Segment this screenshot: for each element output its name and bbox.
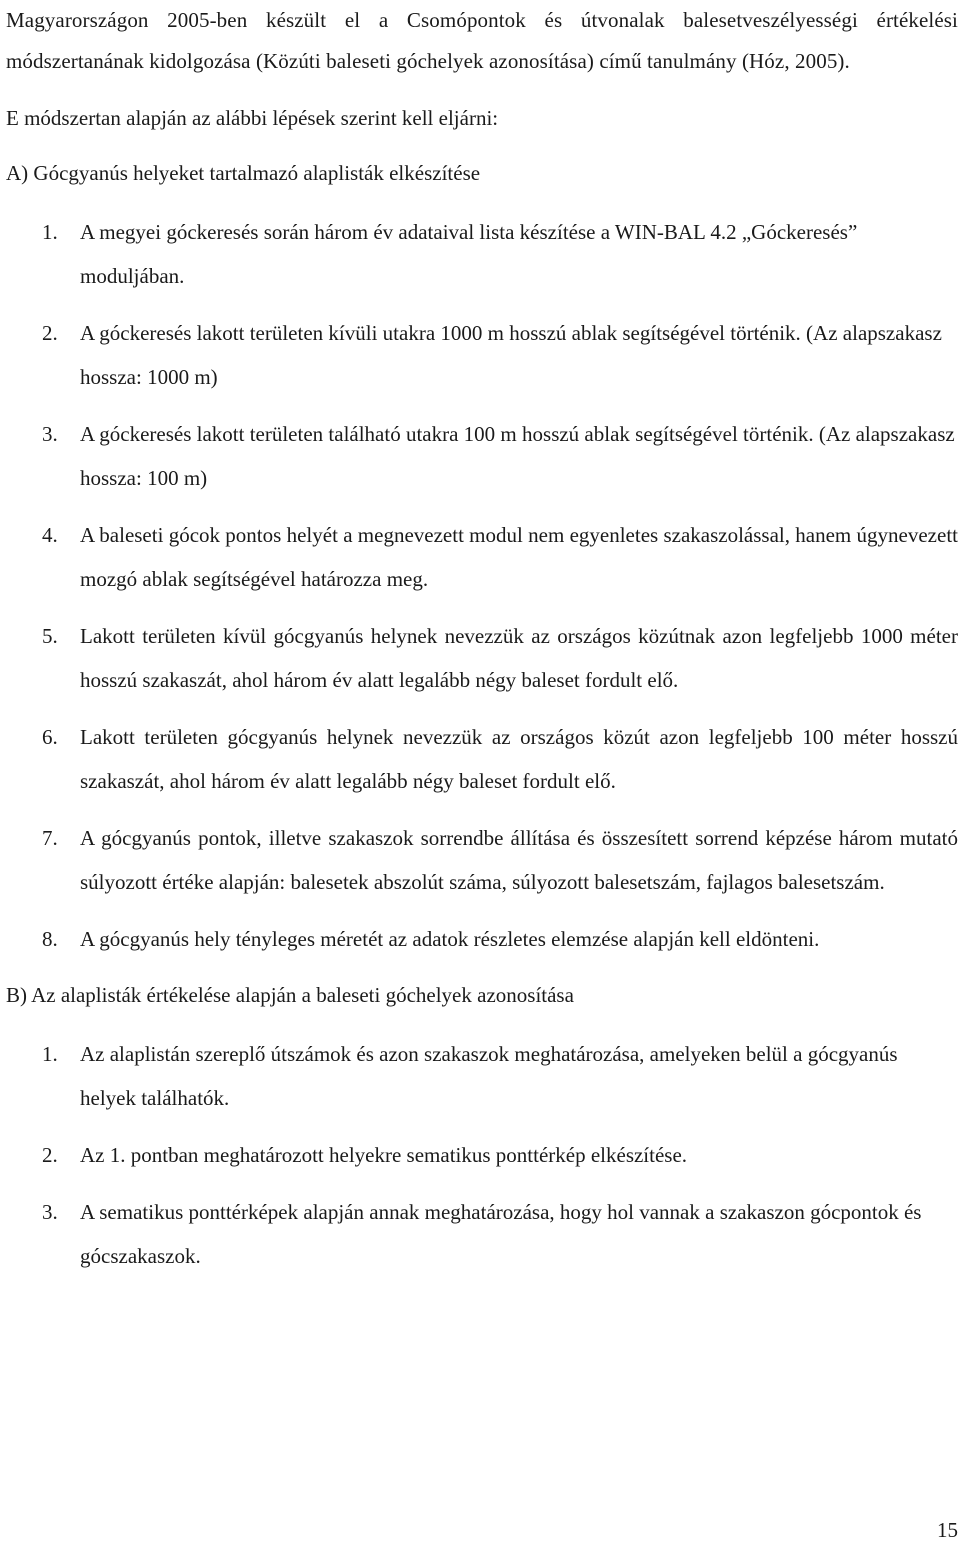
method-lead: E módszertan alapján az alábbi lépések szerint kell eljárni: — [6, 106, 499, 130]
list-item-number: 3. — [42, 1200, 58, 1224]
list-item-number: 7. — [42, 826, 58, 850]
list-item-text: A megyei góckeresés során három év adataival lista készítése a WIN-BAL 4.2 „Góckeresés” moduljában. — [80, 220, 858, 288]
section-a-heading: A) Gócgyanús helyeket tartalmazó alaplisták elkészítése — [6, 161, 481, 185]
list-item-number: 3. — [42, 422, 58, 446]
list-item-text: A gócgyanús hely tényleges méretét az adatok részletes elemzése alapján kell eldönteni. — [80, 927, 820, 951]
list-item-text: A gócgyanús pontok, illetve szakaszok sorrendbe állítása és összesített sorrend képzése három mutató súlyozott értéke alapján: balesetek abszolút száma, súlyozott balesetszám, fajlagos balesetszám. — [80, 826, 958, 894]
list-item-text: A sematikus ponttérképek alapján annak meghatározása, hogy hol vannak a szakaszon gócpontok és gócszakaszok. — [80, 1200, 922, 1268]
list-item-number: 6. — [42, 725, 58, 749]
list-item — [6, 1190, 958, 1278]
list-item-number: 1. — [42, 220, 58, 244]
list-item-text: Az alaplistán szereplő útszámok és azon szakaszok meghatározása, amelyeken belül a gócgyanús helyek találhatók. — [80, 1042, 898, 1110]
page-number: 15 — [937, 1518, 958, 1542]
list-item — [6, 412, 958, 500]
list-item — [6, 816, 958, 904]
list-item-text: A baleseti gócok pontos helyét a megnevezett modul nem egyenletes szakaszolással, hanem úgynevezett mozgó ablak segítségével határozza meg. — [80, 523, 958, 591]
list-item-number: 1. — [42, 1042, 58, 1066]
list-item — [6, 614, 958, 702]
list-item-number: 2. — [42, 321, 58, 345]
list-item-number: 2. — [42, 1143, 58, 1167]
list-item — [6, 917, 958, 961]
list-item — [6, 311, 958, 399]
list-item — [6, 1032, 958, 1120]
section-a-steps — [6, 210, 958, 961]
list-item-text: Az 1. pontban meghatározott helyekre sematikus ponttérkép elkészítése. — [80, 1143, 688, 1167]
list-item-text: Lakott területen kívül gócgyanús helynek nevezzük az országos közútnak azon legfeljebb 1000 méter hosszú szakaszát, ahol három év alatt legalább négy baleset fordult elő. — [80, 624, 958, 692]
list-item-text: A góckeresés lakott területen kívüli utakra 1000 m hosszú ablak segítségével történik. (Az alapszakasz hossza: 1000 m) — [80, 321, 942, 389]
list-item — [6, 210, 958, 298]
section-b-steps — [6, 1032, 958, 1278]
document-page — [6, 0, 958, 1291]
list-item — [6, 715, 958, 803]
list-item-number: 4. — [42, 523, 58, 547]
list-item — [6, 513, 958, 601]
list-item-number: 5. — [42, 624, 58, 648]
intro-paragraph: Magyarországon 2005-ben készült el a Csomópontok és útvonalak balesetveszélyességi értékelési módszertanának kidolgozása (Közúti baleseti góchelyek azonosítása) című tanulmány (Hóz, 2005). — [6, 8, 958, 73]
list-item-number: 8. — [42, 927, 58, 951]
list-item-text: Lakott területen gócgyanús helynek nevezzük az országos közút azon legfeljebb 100 méter hosszú szakaszát, ahol három év alatt legalább négy baleset fordult elő. — [80, 725, 958, 793]
list-item-text: A góckeresés lakott területen található utakra 100 m hosszú ablak segítségével történik. (Az alapszakasz hossza: 100 m) — [80, 422, 955, 490]
section-b-heading: B) Az alaplisták értékelése alapján a baleseti góchelyek azonosítása — [6, 983, 574, 1007]
list-item — [6, 1133, 958, 1177]
